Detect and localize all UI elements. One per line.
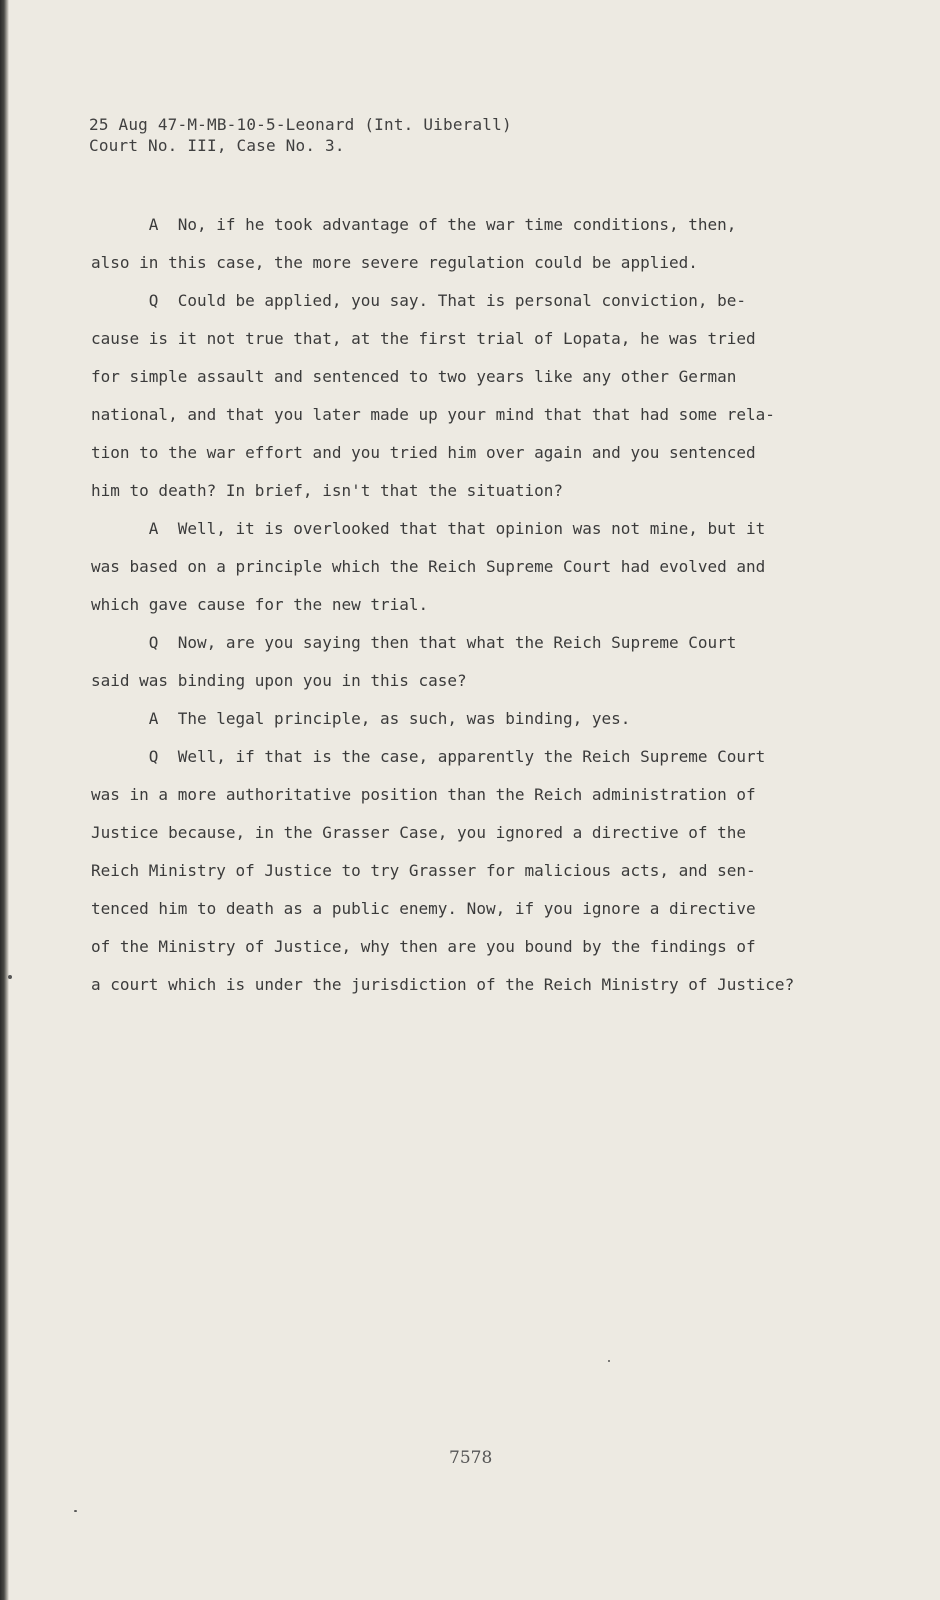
transcript-line: Reich Ministry of Justice to try Grasser for malicious acts, and sen- bbox=[91, 861, 756, 880]
transcript-line: tenced him to death as a public enemy. Now, if you ignore a directive bbox=[91, 899, 756, 918]
transcript-line: A The legal principle, as such, was binding, yes. bbox=[91, 709, 631, 728]
header-line-2: Court No. III, Case No. 3. bbox=[89, 136, 345, 155]
transcript-line: tion to the war effort and you tried him over again and you sentenced bbox=[91, 443, 756, 462]
transcript-line: national, and that you later made up your mind that that had some rela- bbox=[91, 405, 775, 424]
paper-speck bbox=[8, 975, 12, 979]
transcript-line: Q Could be applied, you say. That is personal conviction, be- bbox=[91, 291, 747, 310]
paper-speck bbox=[74, 1510, 77, 1512]
transcript-line: Justice because, in the Grasser Case, you ignored a directive of the bbox=[91, 823, 747, 842]
page-number: 7578 bbox=[449, 1448, 493, 1468]
transcript-line: of the Ministry of Justice, why then are you bound by the findings of bbox=[91, 937, 756, 956]
transcript-line: A Well, it is overlooked that that opinion was not mine, but it bbox=[91, 519, 766, 538]
paper-speck bbox=[608, 1360, 610, 1362]
transcript-body bbox=[91, 206, 851, 1004]
transcript-line: for simple assault and sentenced to two years like any other German bbox=[91, 367, 737, 386]
transcript-line: which gave cause for the new trial. bbox=[91, 595, 429, 614]
document-header bbox=[89, 114, 512, 156]
transcript-line: was based on a principle which the Reich Supreme Court had evolved and bbox=[91, 557, 766, 576]
transcript-line: a court which is under the jurisdiction of the Reich Ministry of Justice? bbox=[91, 975, 795, 994]
transcript-line: Q Now, are you saying then that what the Reich Supreme Court bbox=[91, 633, 737, 652]
transcript-line: also in this case, the more severe regulation could be applied. bbox=[91, 253, 698, 272]
transcript-line: Q Well, if that is the case, apparently the Reich Supreme Court bbox=[91, 747, 766, 766]
transcript-line: said was binding upon you in this case? bbox=[91, 671, 467, 690]
page-edge-shadow bbox=[0, 0, 9, 1600]
transcript-line: was in a more authoritative position than the Reich administration of bbox=[91, 785, 756, 804]
transcript-line: A No, if he took advantage of the war time conditions, then, bbox=[91, 215, 737, 234]
header-line-1: 25 Aug 47-M-MB-10-5-Leonard (Int. Uiberall) bbox=[89, 115, 512, 134]
transcript-line: cause is it not true that, at the first trial of Lopata, he was tried bbox=[91, 329, 756, 348]
transcript-line: him to death? In brief, isn't that the situation? bbox=[91, 481, 564, 500]
